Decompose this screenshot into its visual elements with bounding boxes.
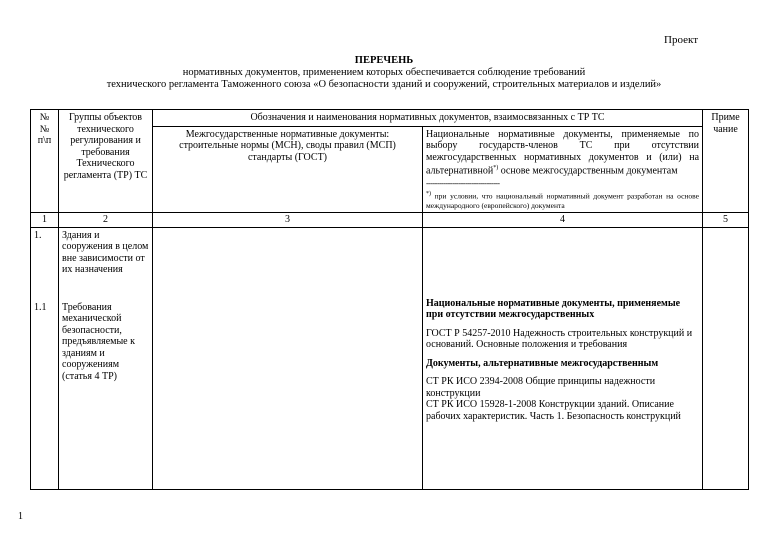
normative-documents-table: [30, 109, 749, 490]
national-docs-main: Национальные нормативные документы, применяемые по выбору государств-членов ТС при отсутствии межгосударственных нормативных документов и (или) на альтернативной: [426, 128, 700, 177]
footnote: [426, 190, 699, 210]
alternative-docs-heading: Документы, альтернативные межгосударственным: [426, 357, 659, 369]
row-number: 1.: [34, 229, 42, 241]
column-number: 1: [31, 212, 59, 227]
footnote-text: при условии, что национальный нормативный документ разработан на основе международного (европейского) документа: [426, 191, 700, 210]
row-number-cell: [31, 227, 59, 489]
alternative-doc: СТ РК ИСО 2394-2008 Общие принципы надежности конструкции: [426, 376, 656, 399]
footnote-reference: *): [493, 165, 499, 171]
column-number: 2: [59, 212, 153, 227]
national-docs-tail: основе межгосударственным документам: [498, 165, 678, 177]
table-row: [31, 227, 749, 489]
national-docs-heading: Национальные нормативные документы, применяемые при отсутствии межгосударственных: [426, 297, 681, 321]
document-title: ПЕРЕЧЕНЬ: [354, 55, 414, 66]
group-title: Здания и сооружения в целом вне зависимости от их назначения: [62, 229, 149, 276]
group-cell: [59, 227, 153, 489]
header-groups: Группы объектов технического регулирования и требования Технического регламента (ТР) ТС: [59, 110, 153, 213]
draft-label: Проект: [664, 34, 698, 46]
national-docs-cell: [423, 227, 703, 489]
column-number: 5: [703, 212, 749, 227]
group-requirement: Требования механической безопасности, предъявляемые к зданиям и сооружениям (статья 4 ТР): [62, 301, 135, 382]
column-number: 4: [423, 212, 703, 227]
column-number: 3: [153, 212, 423, 227]
header-interstate-docs: Межгосударственные нормативные документы: строительные нормы (МСН), своды правил (МСП) стандарты (ГОСТ): [153, 126, 423, 212]
page-number: 1: [18, 511, 23, 522]
row-number: 1.1: [34, 301, 47, 313]
header-note: Приме чание: [703, 110, 749, 213]
document-subtitle-line2: технического регламента Таможенного союза «О безопасности зданий и сооружений, строительных материалов и изделий»: [106, 79, 662, 90]
header-designations: Обозначения и наименования нормативных документов, взаимосвязанных с ТР ТС: [153, 110, 703, 127]
alternative-doc: СТ РК ИСО 15928-1-2008 Конструкции зданий. Описание рабочих характеристик. Часть 1. Безопасность конструкций: [426, 399, 681, 422]
column-numbers-row: [31, 212, 749, 227]
footnote-separator: ----------------------------------: [426, 178, 500, 188]
interstate-docs-cell: [153, 227, 423, 489]
header-national-docs: [423, 126, 703, 212]
table-header-row: [31, 110, 749, 127]
note-cell: [703, 227, 749, 489]
footnote-mark: *): [426, 191, 431, 198]
header-num: № № п\п: [31, 110, 59, 213]
national-doc: ГОСТ Р 54257-2010 Надежность строительных конструкций и оснований. Основные положения и требования: [426, 327, 693, 351]
document-subtitle-line1: нормативных документов, применением которых обеспечивается соблюдение требований: [182, 67, 586, 78]
title-block: [0, 55, 768, 91]
national-docs-text: [426, 129, 699, 177]
